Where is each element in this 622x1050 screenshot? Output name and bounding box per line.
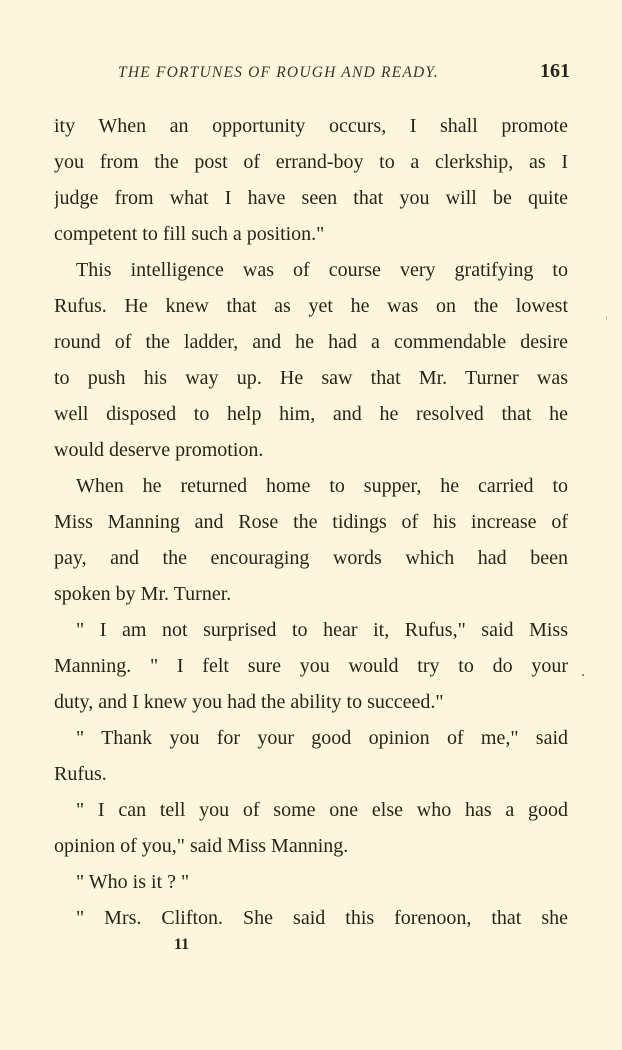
text-line: judge from what I have seen that you will be quite xyxy=(54,187,568,209)
text-line: ity When an opportunity occurs, I shall promote xyxy=(54,115,568,137)
text-line: would deserve promotion. xyxy=(54,439,264,461)
text-line: " I can tell you of some one else who has a good xyxy=(76,799,568,821)
ink-speck xyxy=(606,316,607,320)
text-line: When he returned home to supper, he carried to xyxy=(76,475,568,497)
text-line: " Thank you for your good opinion of me," said xyxy=(76,727,568,749)
text-line: " Who is it ? " xyxy=(76,871,190,893)
text-line: duty, and I knew you had the ability to succeed." xyxy=(54,691,444,713)
text-line: pay, and the encouraging words which had been xyxy=(54,547,568,569)
page-number: 161 xyxy=(540,60,570,82)
text-line: you from the post of errand-boy to a clerkship, as I xyxy=(54,151,568,173)
running-title: THE FORTUNES OF ROUGH AND READY. xyxy=(118,64,439,81)
text-line: competent to fill such a position." xyxy=(54,223,325,245)
text-line: " I am not surprised to hear it, Rufus," said Miss xyxy=(76,619,568,641)
text-line: well disposed to help him, and he resolved that he xyxy=(54,403,568,425)
text-line: " Mrs. Clifton. She said this forenoon, that she xyxy=(76,907,568,929)
text-line: opinion of you," said Miss Manning. xyxy=(54,835,349,857)
text-line: This intelligence was of course very gratifying to xyxy=(76,259,568,281)
text-line: Rufus. xyxy=(54,763,107,785)
text-line: Miss Manning and Rose the tidings of his increase of xyxy=(54,511,568,533)
text-line: round of the ladder, and he had a commendable desire xyxy=(54,331,568,353)
signature-mark: 11 xyxy=(174,936,190,953)
text-line: spoken by Mr. Turner. xyxy=(54,583,232,605)
text-line: Manning. " I felt sure you would try to do your xyxy=(54,655,568,677)
running-head xyxy=(52,60,570,88)
body-text xyxy=(54,112,568,940)
text-line: to push his way up. He saw that Mr. Turner was xyxy=(54,367,568,389)
text-line: Rufus. He knew that as yet he was on the lowest xyxy=(54,295,568,317)
ink-speck xyxy=(582,674,584,676)
